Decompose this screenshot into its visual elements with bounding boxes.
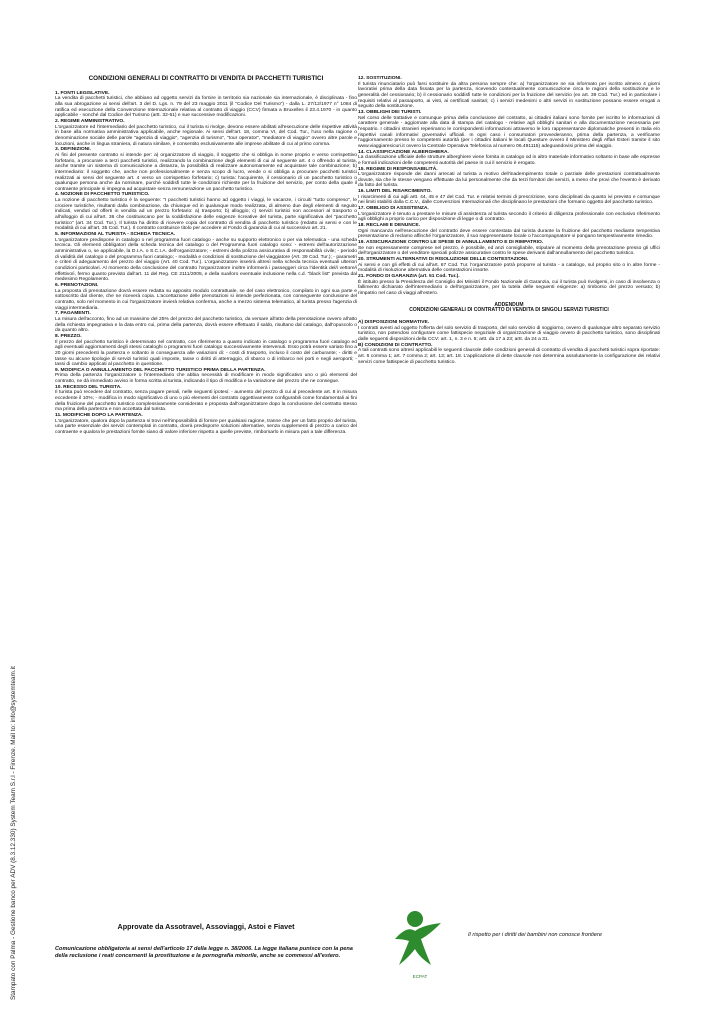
clause-text: I contratti aventi ad oggetto l'offerta del solo servizio di trasporto, del solo servizio di soggiorno, ovvero di qualunque altro separato servizio turistico, non potendosi configurare come fattispecie negoziale di organizzazione di viaggio ovvero di pacchetto turistico, sono disciplinati dalle seguenti disposizioni della CCV: art. 1, n. 3 e n. 6; artt. da 17 a 23; artt. da 24 a 31. bbox=[358, 325, 660, 342]
right-column bbox=[358, 76, 660, 365]
clause-heading: 13. OBBLIGHI DEI TURISTI. bbox=[358, 109, 422, 115]
addendum-sections bbox=[358, 320, 660, 365]
clause-section bbox=[55, 91, 357, 119]
clause-text: A tali contratti sono altresì applicabili le seguenti clausole delle condizioni generali di contratto di vendita di pacchetti turistici sopra riportate: art. 6 comma 1; art. 7 comma 2; art. 13; art. 18. L'applicazione di dette clausole non determina assolutamente la configurazione dei relativi servizi come fattispecie di pacchetto turistico. bbox=[358, 348, 660, 365]
clause-section bbox=[358, 167, 660, 190]
clause-text: L'organizzatore predispone in catalogo o nel programma fuori catalogo - anche su supporto elettronico o per via telematica - una scheda tecnica. Gli elementi obbligatori della scheda tecnica del catalogo o del Programma fuori catalogo sono: - estremi dell'autorizzazione amministrativa o, se applicabile, la D.I.A. o S.C.I.A. dell'organizzatore; - estremi della polizza assicurativa di responsabilità civile; - periodo di validità del catalogo o del programma fuori catalogo; - modalità e condizioni di sostituzione del viaggiatore (Art. 39 Cod. Tur.); - parametri e criteri di adeguamento del prezzo del viaggio (Art. 40 Cod. Tur.). L'organizzatore inserirà altresì nella scheda tecnica eventuali ulteriori condizioni particolari. Al momento della conclusione del contratto l'organizzatore inoltre informerà i passeggeri circa l'identità del/i vettore/i effettivo/i, fermo quanto previsto dall'art. 11 del Reg. CE 2111/2005, e della sua/loro eventuale inclusione nella c.d. "black list" prevista dal medesimo Regolamento. bbox=[55, 237, 357, 283]
clause-section bbox=[358, 206, 660, 223]
ecpat-logo-icon bbox=[385, 905, 455, 977]
clause-section bbox=[55, 413, 357, 436]
left-sections bbox=[55, 91, 357, 436]
clause-section bbox=[358, 223, 660, 240]
clause-heading: 17. OBBLIGO DI ASSISTENZA. bbox=[358, 206, 429, 212]
clause-text: Ogni mancanza nell'esecuzione del contratto deve essere contestata dal turista durante la fruizione del pacchetto mediante tempestiva presentazione di reclamo affinché l'organizzatore, il suo rappresentante locale o l'accompagnatore vi pongano tempestivamente rimedio. bbox=[358, 228, 660, 240]
clause-text: Il prezzo del pacchetto turistico è determinato nel contratto, con riferimento a quanto indicato in catalogo o programma fuori catalogo ed agli eventuali aggiornamenti degli stessi cataloghi o programmi fuori catalogo successivamente intervenuti. Esso potrà essere variato fino a 20 giorni precedenti la partenza e soltanto in conseguenza alle variazioni di: - costi di trasporto, incluso il costo del carburante; - diritti e tasse su alcune tipologie di servizi turistici quali imposte, tasse o diritti di atterraggio, di sbarco o di imbarco nei porti e negli aeroporti; - tassi di cambio applicati al pacchetto in questione. bbox=[55, 339, 357, 368]
clause-text: La proposta di prenotazione dovrà essere redatta su apposito modulo contrattuale, se del caso elettronico, compilato in ogni sua parte e sottoscritto dal cliente, che ne riceverà copia. L'accettazione delle prenotazioni si intende perfezionata, con conseguente conclusione del contratto, solo nel momento in cui l'organizzatore invierà relativa conferma, anche a mezzo sistema telematico, al turista presso l'agenzia di viaggi intermediaria. bbox=[55, 288, 357, 311]
clause-section bbox=[55, 368, 357, 385]
clause-heading: 8. PREZZO. bbox=[55, 333, 82, 339]
clause-heading: 21. FONDO DI GARANZIA (art. 51 Cod. Tur.). bbox=[358, 273, 460, 279]
clause-heading: 20. STRUMENTI ALTERNATIVI DI RISOLUZIONE DELLE CONTESTAZIONI. bbox=[358, 257, 529, 262]
addendum-subtitle: CONDIZIONI GENERALI DI CONTRATTO DI VENDITA DI SINGOLI SERVIZI TURISTICI bbox=[409, 307, 609, 314]
clause-text: La classificazione ufficiale delle strutture alberghiere viene fornita in catalogo od in altro materiale informativo soltanto in base alle espresse e formali indicazioni delle competenti autorità del paese in cui il servizio è erogato. bbox=[358, 155, 660, 166]
clause-text: L'organizzatore è tenuto a prestare le misure di assistenza al turista secondo il criterio di diligenza professionale con esclusivo riferimento agli obblighi a proprio carico per disposizione di legge o di contratto. bbox=[358, 211, 660, 223]
right-sections bbox=[358, 76, 660, 297]
clause-heading: 6. PRENOTAZIONI. bbox=[55, 282, 99, 288]
clause-heading: 11. MODIFICHE DOPO LA PARTENZA. bbox=[55, 413, 143, 419]
clause-text: È istituito presso la Presidenza del Consiglio dei Ministri il Fondo Nazionale di Garanzia, cui il turista può rivolgersi, in caso di insolvenza o fallimento dichiarato dell'intermediario o dell'organizzatore, per la tutela delle seguenti esigenze: a) rimborso del prezzo versato; b) rimpatrio nel caso di viaggi all'estero. bbox=[358, 279, 660, 296]
clause-section bbox=[358, 257, 660, 274]
clause-heading: A) DISPOSIZIONI NORMATIVE. bbox=[358, 319, 430, 325]
clause-heading: 2. REGIME AMMINISTRATIVO. bbox=[55, 118, 125, 124]
clause-section bbox=[358, 150, 660, 167]
clause-heading: 1. FONTI LEGISLATIVE. bbox=[55, 90, 110, 96]
clause-heading: 4. NOZIONE DI PACCHETTO TURISTICO. bbox=[55, 192, 150, 198]
clause-heading: 14. CLASSIFICAZIONE ALBERGHIERA. bbox=[358, 149, 449, 155]
clause-heading: 12. SOSTITUZIONI. bbox=[358, 76, 402, 81]
clause-heading: 10. RECESSO DEL TURISTA. bbox=[55, 384, 122, 390]
clause-text: Il turista può recedere dal contratto, senza pagare penali, nelle seguenti ipotesi: - aumento del prezzo di cui al precedente art. 8 in misura eccedente il 10%; - modifica in modo significativo di uno o più elementi del contratto oggettivamente configurabili come fondamentali ai fini della fruizione del pacchetto turistico complessivamente considerato e proposta dall'organizzatore dopo la conclusione del contratto stesso ma prima della partenza e non accettata dal turista. bbox=[55, 390, 357, 413]
clause-text: La misura dell'acconto, fino ad un massimo del 25% del prezzo del pacchetto turistico, da versare all'atto della prenotazione ovvero all'atto della richiesta impegnativa e la data entro cui, prima della partenza, dovrà essere effettuato il saldo, risultano dal catalogo, dall'opuscolo o da quanto altro. bbox=[55, 316, 357, 334]
approval-line: Approvate da Assotravel, Assoviaggi, Astoi e Fiavet bbox=[117, 922, 295, 931]
clause-section bbox=[358, 76, 660, 110]
clause-section bbox=[358, 110, 660, 150]
clause-section bbox=[358, 343, 660, 366]
children-rights-slogan: Il rispetto per i diritti dei bambini non conosce frontiere bbox=[468, 932, 603, 938]
clause-heading: B) CONDIZIONI DI CONTRATTO. bbox=[358, 342, 433, 348]
clause-text: La nozione di pacchetto turistico è la seguente: "I pacchetti turistici hanno ad oggetto i viaggi, le vacanze, i circuiti "tutto compreso", le crociere turistiche, risultanti dalla combinazione, da chiunque ed in qualunque modo realizzata, di almeno due degli elementi di seguito indicati, venduti od offerti in vendita ad un prezzo forfetario: a) trasporto; b) alloggio; c) servizi turistici non accessori al trasporto o all'alloggio di cui all'art. 36 che costituiscano per la soddisfazione delle esigenze ricreative del turista, parte significativa del "pacchetto turistico" (art. 34 Cod. Tur.). Il turista ha diritto di ricevere copia del contratto di vendita di pacchetto turistico (redatto ai sensi e con le modalità di cui all'art. 35 Cod. Tur.). Il contratto costituisce titolo per accedere al Fondo di garanzia di cui al successivo art. 21. bbox=[55, 198, 357, 232]
clause-text: L'organizzatore risponde dei danni arrecati al turista a motivo dell'inadempimento totale o parziale delle prestazioni contrattualmente dovute, sia che le stesse vengano effettuate da lui personalmente che da terzi fornitori dei servizi, a meno che provi che l'evento è derivato da fatto del turista. bbox=[358, 172, 660, 189]
clause-heading: 15. REGIME DI RESPONSABILITÀ. bbox=[358, 166, 438, 172]
clause-section bbox=[55, 119, 357, 147]
clause-section bbox=[55, 232, 357, 283]
clause-text: La vendita di pacchetti turistici, che abbiano ad oggetto servizi da fornire in territorio sia nazionale sia internazionale, è disciplinata - fino alla sua abrogazione ai sensi dell'art. 3 del D. Lgs. n. 79 del 23 maggio 2011 (il "Codice Del Turismo") - dalla L. 27/12/1977 n° 1084 di ratifica ed esecuzione della Convenzione Internazionale relativa al contratto di viaggio (CCV) firmata a Bruxelles il 23.4.1970 - in quanto applicabile - nonché dal Codice del Turismo (artt. 32-51) e sue successive modificazioni. bbox=[55, 96, 357, 119]
clause-text: Ai sensi e con gli effetti di cui all'art. 67 Cod. Tur. l'organizzatore potrà proporre al turista - a catalogo, sul proprio sito o in altre forme - modalità di risoluzione alternativa delle contestazioni insorte. bbox=[358, 262, 660, 274]
contract-page bbox=[55, 76, 705, 906]
clause-text: L'organizzatore ed l'intermediario del pacchetto turistico, cui il turista si rivolge, devono essere abilitati all'esecuzione delle rispettive attività in base alla normativa amministrativa applicabile, anche regionale. Ai sensi dell'art. 18, comma VI, del Cod. Tur., l'uso nella ragione o denominazione sociale delle parole "agenzia di viaggio", "agenzia di turismo", "tour operator", "mediatore di viaggio" ovvero altre parole e locuzioni, anche in lingua straniera, di natura similare, è consentito esclusivamente alle imprese abilitate di cui al primo comma. bbox=[55, 124, 357, 147]
left-column bbox=[55, 76, 357, 436]
clause-text: Ai fini del presente contratto si intende per: a) organizzatore di viaggio, il soggetto che si obbliga in nome proprio e verso corrispettivo forfetario, a procurare a terzi pacchetti turistici, realizzando la combinazione degli elementi di cui al seguente art. 4 o offrendo al turista, anche tramite un sistema di comunicazione a distanza, la possibilità di realizzare autonomamente ed acquistare tale combinazione; b) intermediario: il soggetto che, anche non professionalmente e senza scopo di lucro, vende o si obbliga a procurare pacchetti turistici realizzati ai sensi del seguente art. 4 verso un corrispettivo forfetario; c) turista: l'acquirente, il cessionario di un pacchetto turistico o qualunque persona anche da nominare, purché soddisfi tutte le condizioni richieste per la fruizione del servizio, per conto della quale il contraente principale si impegna ad acquistare senza remunerazione un pacchetto turistico. bbox=[55, 152, 357, 192]
clause-text: Prima della partenza l'organizzatore o l'intermediario che abbia necessità di modificare in modo significativo uno o più elementi del contratto, ne dà immediato avviso in forma scritta al turista, indicando il tipo di modifica e la variazione del prezzo che ne consegue. bbox=[55, 373, 357, 385]
clause-text: L'organizzatore, qualora dopo la partenza si trovi nell'impossibilità di fornire per qualsiasi ragione, tranne che per un fatto proprio del turista, una parte essenziale dei servizi contemplati in contratto, dovrà predisporre soluzioni alternative, senza supplementi di prezzo a carico del contraente e qualora le prestazioni fornite siano di valore inferiore rispetto a quelle previste, rimborsarlo in misura pari a tale differenza. bbox=[55, 418, 357, 436]
clause-heading: 3. DEFINIZIONI. bbox=[55, 147, 91, 153]
clause-text: Se non espressamente comprese nel prezzo, è possibile, ed anzi consigliabile, stipulare al momento della prenotazione presso gli uffici dell'organizzatore o del venditore speciali polizze assicurative contro le spese derivanti dall'annullamento del pacchetto turistico. bbox=[358, 245, 660, 257]
clause-heading: 19. ASSICURAZIONE CONTRO LE SPESE DI ANNULLAMENTO E DI RIMPATRIO. bbox=[358, 240, 544, 246]
clause-heading: 16. LIMITI DEL RISARCIMENTO. bbox=[358, 189, 432, 195]
clause-section bbox=[55, 283, 357, 311]
clause-section bbox=[358, 274, 660, 297]
logo-caption: ECPAT bbox=[412, 974, 428, 979]
clause-heading: 18. RECLAMI E DENUNCE. bbox=[358, 223, 420, 229]
print-stamp: Stampato con Palma - Gestione banco per ADV (8.3.12.330) System Team S.r.l - Firenze. Mail to: info@systemteam.it bbox=[10, 666, 17, 1000]
clause-section bbox=[55, 311, 357, 334]
clause-section bbox=[55, 334, 357, 368]
clause-text: Nel corso delle trattative e comunque prima della conclusione del contratto, ai cittadini italiani sono fornite per iscritto le informazioni di carattere generale - aggiornate alla data di stampa del catalogo - relative agli obblighi sanitari e alla documentazione necessaria per l'espatrio. I cittadini stranieri reperiranno le corrispondenti informazioni attraverso le loro rappresentanze diplomatiche presenti in Italia e/o rispettivi canali informativi governativi ufficiali. In ogni caso i consumatori provvederanno, prima della partenza, a verificarne l'aggiornamento presso le competenti autorità (per i cittadini italiani le locali Questure ovvero il Ministero degli Affari Esteri tramite il sito www.viaggiaresicuri.it ovvero la Centrale Operativa Telefonica al numero 06.491115) adeguandovisi prima del viaggio. bbox=[358, 115, 660, 149]
clause-section bbox=[55, 192, 357, 232]
clause-heading: 7. PAGAMENTI. bbox=[55, 311, 91, 317]
clause-section bbox=[55, 147, 357, 192]
clause-heading: 5. INFORMAZIONI AL TURISTA - SCHEDA TECNICA. bbox=[55, 232, 176, 238]
addendum-title: ADDENDUM bbox=[494, 301, 524, 308]
clause-text: I risarcimenti di cui agli artt. 44, 45 e 47 del Cod. Tur. e relativi termini di prescrizione, sono disciplinati da quanto ivi previsto e comunque nei limiti stabiliti dalla C.C.V., dalle Convenzioni Internazionali che disciplinano le prestazioni che formano oggetto del pacchetto turistico. bbox=[358, 194, 660, 206]
clause-section bbox=[358, 240, 660, 257]
clause-heading: 9. MODIFICA O ANNULLAMENTO DEL PACCHETTO TURISTICO PRIMA DELLA PARTENZA. bbox=[55, 367, 266, 373]
clause-section bbox=[55, 385, 357, 413]
clause-section bbox=[358, 320, 660, 343]
clause-text: Il turista rinunciatario può farsi sostituire da altra persona sempre che: a) l'organizzatore ne sia informato per iscritto almeno 4 giorni lavorativi prima della data fissata per la partenza, ricevendo contestualmente comunicazione circa le ragioni della sostituzione e le generalità del cessionario; b) il cessionario soddisfi tutte le condizioni per la fruizione del servizio (ex art. 39 Cod. Tur.) ed in particolare i requisiti relativi al passaporto, ai visti, ai certificati sanitari; c) i servizi medesimi o altri servizi in sostituzione possano essere erogati a seguito della sostituzione. bbox=[358, 81, 660, 110]
mandatory-communication: Comunicazione obbligatoria ai sensi dell'articolo 17 della legge n. 38/2006. La legge italiana punisce con la pena della reclusione i reati concernenti la prostituzione e la pornografia minorile, anche se commessi all'estero. bbox=[55, 946, 353, 959]
clause-section bbox=[358, 189, 660, 206]
document-title: CONDIZIONI GENERALI DI CONTRATTO DI VENDITA DI PACCHETTI TURISTICI bbox=[88, 75, 324, 82]
